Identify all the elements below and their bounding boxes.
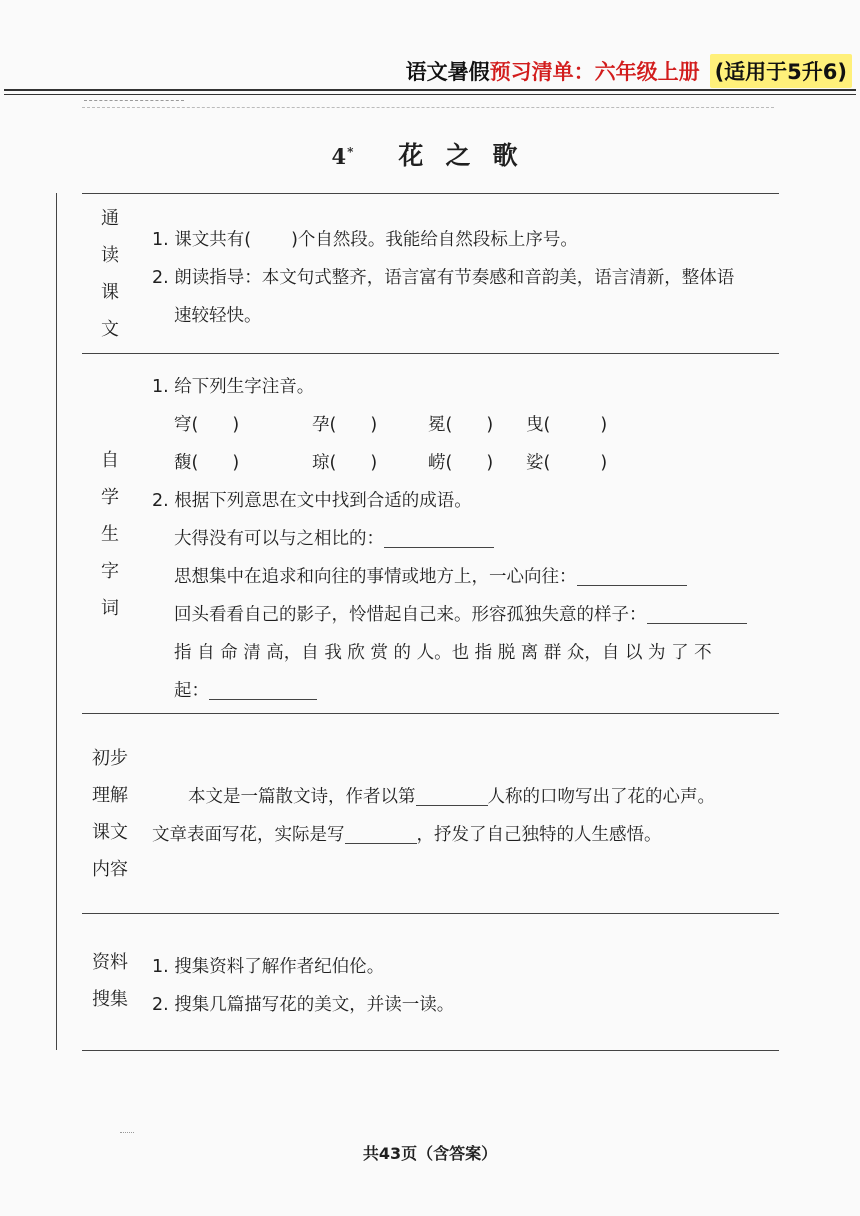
header-rule-thick [4, 89, 856, 91]
section-content-understand [152, 778, 779, 854]
meaning-1: 大得没有可以与之相比的： [152, 520, 779, 558]
header-title-red: 预习清单：六年级上册 [489, 60, 700, 84]
answer-blank[interactable] [416, 785, 488, 806]
header-smudge [84, 100, 184, 104]
meaning-4: 指 自 命 清 高，自 我 欣 赏 的 人。也 指 脱 离 群 众，自 以 为 了 不 [174, 643, 712, 663]
lesson-number: 4* [331, 144, 354, 169]
section-content-read [152, 221, 779, 335]
label-char: 文 [101, 319, 119, 340]
section-chars [82, 353, 779, 714]
answer-blank[interactable] [345, 823, 417, 844]
read-item-2: 2. 朗读指导：本文句式整齐，语言富有节奏感和音韵美，语言清新，整体语 [152, 268, 735, 288]
materials-item-1: 1. 搜集资料了解作者纪伯伦。 [152, 957, 385, 977]
meaning-4-cont: 起： [152, 672, 779, 710]
label-char: 通 [101, 208, 119, 229]
label-char: 自 [101, 449, 119, 471]
section-label-chars [82, 354, 138, 714]
label-text: 内容 [92, 859, 128, 880]
lesson-star: * [347, 145, 354, 159]
section-read [82, 193, 779, 354]
label-char: 读 [101, 245, 119, 266]
table-column-divider [56, 193, 57, 1050]
meaning-2: 思想集中在追求和向往的事情或地方上，一心向往： [152, 558, 779, 596]
section-understand [82, 713, 779, 914]
section-content-materials [152, 948, 779, 1024]
lesson-title-char: 花 [398, 141, 424, 170]
answer-blank[interactable] [577, 565, 687, 586]
lesson-title [0, 136, 860, 172]
label-char: 词 [101, 597, 119, 619]
label-char: 学 [101, 486, 119, 508]
answer-blank[interactable] [384, 527, 494, 548]
pinyin-row-1: 穹( ) 孕( ) 冕( ) 曳( ) [174, 415, 608, 435]
chars-item-2: 2. 根据下列意思在文中找到合适的成语。 [152, 491, 472, 511]
header-rule-thin [4, 94, 856, 95]
section-label-materials [82, 944, 138, 1022]
page-footer: 共43页（含答案） [362, 1144, 498, 1163]
section-label-understand [82, 714, 138, 914]
label-text: 理解 [92, 785, 128, 806]
answer-blank[interactable] [209, 679, 317, 700]
understand-line-1: 本文是一篇散文诗，作者以第 人称的口吻写出了花的心声。 [188, 787, 715, 807]
label-text: 资料 [92, 952, 128, 973]
label-text: 课文 [92, 822, 128, 843]
page-mark [120, 1132, 134, 1133]
lesson-title-char: 之 [445, 141, 471, 170]
meaning-3: 回头看看自己的影子，怜惜起自己来。形容孤独失意的样子： [152, 596, 779, 634]
answer-blank[interactable] [647, 603, 747, 624]
materials-item-2: 2. 搜集几篇描写花的美文，并读一读。 [152, 995, 455, 1015]
label-text: 搜集 [92, 989, 128, 1010]
read-item-1: 1. 课文共有( )个自然段。我能给自然段标上序号。 [152, 230, 578, 250]
pinyin-row-2: 馥( ) 琼( ) 崂( ) 娑( ) [174, 453, 608, 473]
section-content-chars [152, 368, 779, 710]
understand-line-2: 文章表面写花，实际是写 ，抒发了自己独特的人生感悟。 [152, 825, 662, 845]
read-item-2-cont: 速较轻快。 [174, 306, 262, 326]
lesson-title-char: 歌 [492, 141, 518, 170]
label-char: 字 [101, 560, 119, 582]
label-char: 生 [101, 523, 119, 545]
label-text: 初步 [92, 748, 128, 769]
chars-item-1: 1. 给下列生字注音。 [152, 377, 315, 397]
dotted-divider [82, 107, 774, 108]
label-char: 课 [101, 282, 119, 303]
header-title-black: 语文暑假 [405, 60, 490, 84]
page-header [406, 54, 852, 88]
header-grade-badge: (适用于5升6) [710, 54, 852, 88]
section-materials [82, 913, 779, 1051]
section-label-read [82, 194, 138, 354]
